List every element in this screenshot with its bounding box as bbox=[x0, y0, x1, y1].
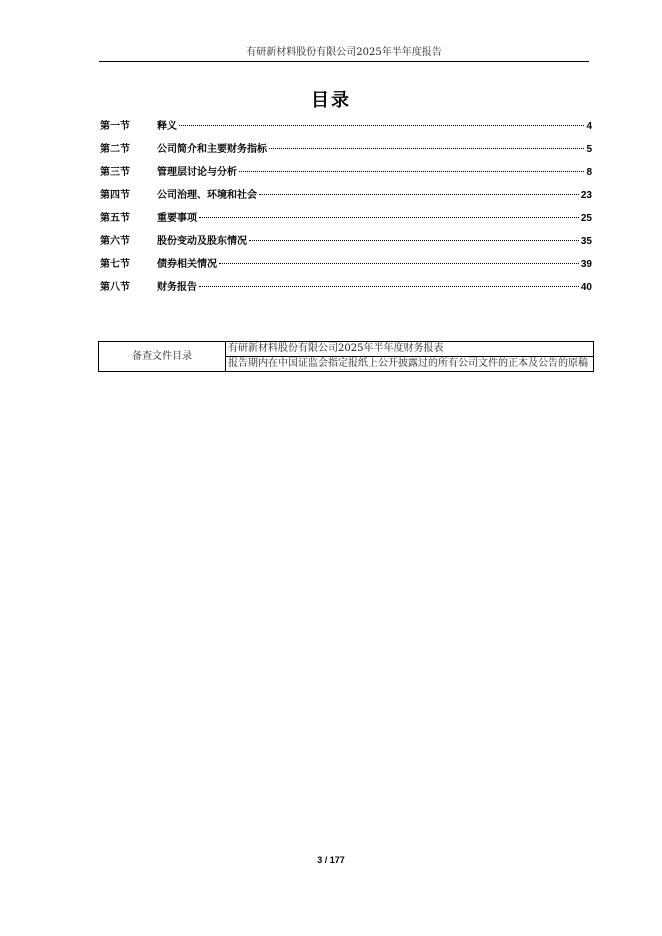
toc-section-number: 第六节 bbox=[100, 236, 130, 247]
toc-entry[interactable] bbox=[100, 187, 592, 210]
toc-section-name: 管理层讨论与分析 bbox=[157, 167, 237, 178]
dot-leader bbox=[249, 240, 579, 241]
reference-document-item: 报告期内在中国证监会指定报纸上公开披露过的所有公司文件的正本及公告的原稿 bbox=[226, 357, 594, 372]
header-rule bbox=[99, 61, 589, 62]
toc-section-number: 第三节 bbox=[100, 167, 130, 178]
dot-leader bbox=[199, 286, 579, 287]
toc-section-number: 第八节 bbox=[100, 282, 130, 293]
toc-title: 目录 bbox=[311, 90, 351, 111]
toc-section-name: 释义 bbox=[157, 121, 177, 132]
dot-leader bbox=[269, 148, 584, 149]
toc-section-name: 重要事项 bbox=[157, 213, 197, 224]
toc-entry[interactable] bbox=[100, 210, 592, 233]
toc-section-number: 第五节 bbox=[100, 213, 130, 224]
toc-entry[interactable] bbox=[100, 256, 592, 279]
toc-page-number: 40 bbox=[580, 282, 592, 293]
table-of-contents bbox=[100, 118, 592, 302]
toc-section-name: 财务报告 bbox=[157, 282, 197, 293]
toc-section-name: 公司治理、环境和社会 bbox=[157, 190, 257, 201]
toc-section-number: 第二节 bbox=[100, 144, 130, 155]
toc-entry[interactable] bbox=[100, 279, 592, 302]
toc-section-name: 股份变动及股东情况 bbox=[157, 236, 247, 247]
toc-entry[interactable] bbox=[100, 164, 592, 187]
toc-page-number: 39 bbox=[580, 259, 592, 270]
toc-page-number: 35 bbox=[580, 236, 592, 247]
toc-page-number: 5 bbox=[586, 144, 592, 155]
toc-section-number: 第七节 bbox=[100, 259, 130, 270]
toc-page-number: 23 bbox=[580, 190, 592, 201]
toc-section-number: 第一节 bbox=[100, 121, 130, 132]
toc-section-name: 债券相关情况 bbox=[157, 259, 217, 270]
toc-section-name: 公司简介和主要财务指标 bbox=[157, 144, 267, 155]
toc-section-number: 第四节 bbox=[100, 190, 130, 201]
reference-documents-table bbox=[98, 341, 594, 372]
reference-document-item: 有研新材料股份有限公司2025年半年度财务报表 bbox=[226, 342, 594, 357]
running-header: 有研新材料股份有限公司2025年半年度报告 bbox=[246, 47, 442, 58]
toc-page-number: 4 bbox=[586, 121, 592, 132]
dot-leader bbox=[179, 125, 584, 126]
dot-leader bbox=[219, 263, 579, 264]
dot-leader bbox=[259, 194, 579, 195]
table-row bbox=[99, 342, 594, 357]
dot-leader bbox=[239, 171, 584, 172]
dot-leader bbox=[199, 217, 579, 218]
toc-page-number: 8 bbox=[586, 167, 592, 178]
page-number: 3 / 177 bbox=[317, 855, 345, 865]
toc-entry[interactable] bbox=[100, 118, 592, 141]
toc-entry[interactable] bbox=[100, 233, 592, 256]
reference-documents-label: 备查文件目录 bbox=[99, 342, 226, 372]
toc-entry[interactable] bbox=[100, 141, 592, 164]
toc-page-number: 25 bbox=[580, 213, 592, 224]
